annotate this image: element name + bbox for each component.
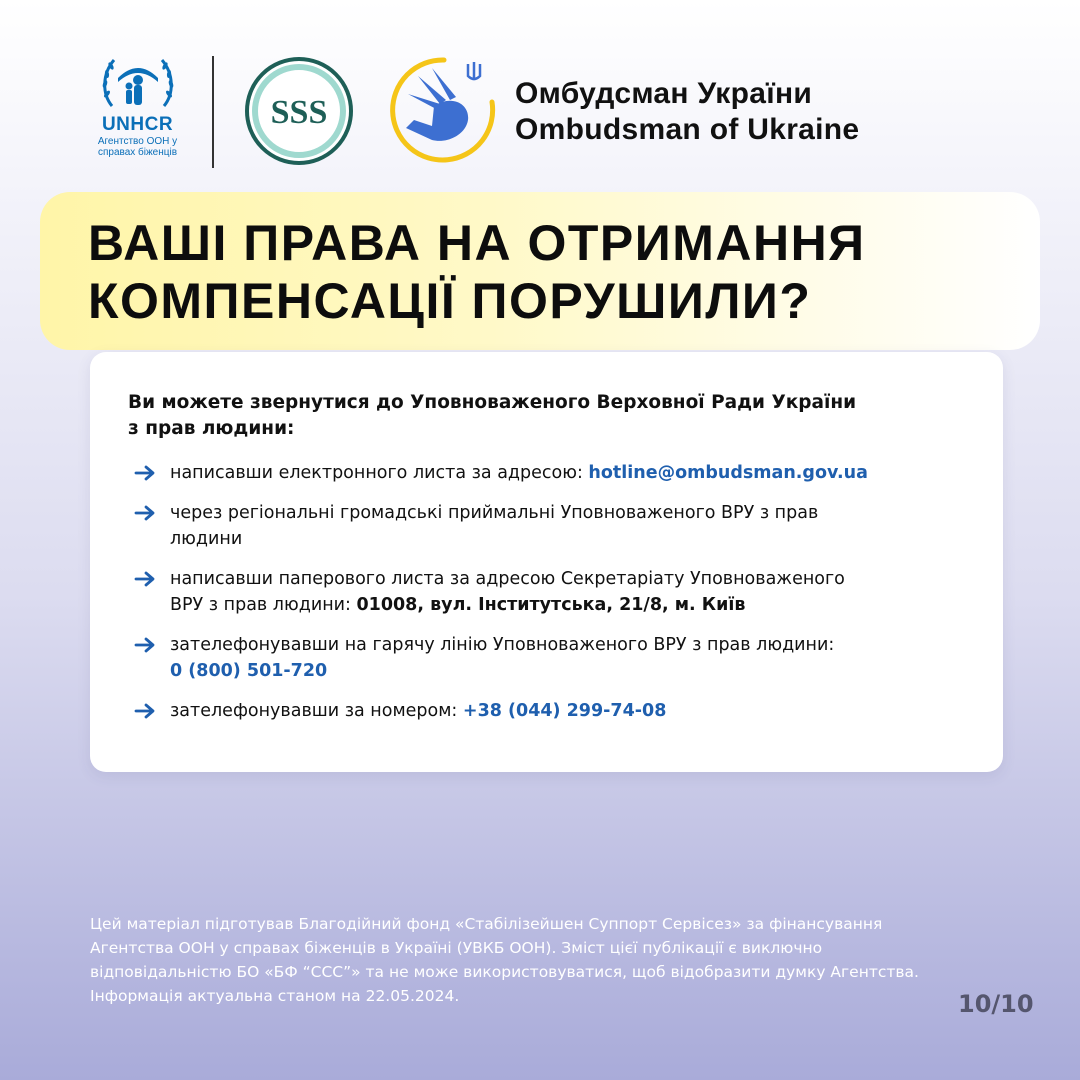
card-intro-line2: з прав людини:	[128, 418, 295, 439]
phone-link[interactable]: +38 (044) 299-74-08	[462, 701, 667, 721]
item-text: написавши електронного листа за адресою:	[170, 463, 589, 483]
info-card	[90, 352, 1003, 772]
item-text-line1: написавши паперового листа за адресою Секретаріату Уповноваженого	[170, 569, 845, 589]
footer-line3: відповідальністю БО «БФ “ССС”» та не може використовуватися, щоб відобразити думку Агентства.	[90, 963, 919, 981]
footer-line2: Агентства ООН у справах біженців в Україні (УВКБ ООН). Зміст цієї публікації є виключно	[90, 939, 823, 957]
ombudsman-title-ua: Омбудсман України	[515, 77, 813, 110]
header	[90, 50, 990, 170]
list-item	[134, 632, 974, 684]
sss-logo-icon	[244, 56, 354, 166]
sss-logo-text: SSS	[270, 94, 328, 131]
unhcr-name: UNHCR	[101, 114, 174, 135]
arrow-right-icon	[134, 505, 156, 521]
email-link[interactable]: hotline@ombudsman.gov.ua	[588, 463, 868, 483]
arrow-right-icon	[134, 465, 156, 481]
unhcr-laurel-icon	[98, 54, 178, 112]
unhcr-subtitle-line2: справах біженців	[97, 147, 178, 158]
page-number: 10/10	[958, 990, 1034, 1018]
footer-line4: Інформація актуальна станом на 22.05.2024.	[90, 987, 460, 1005]
ombudsman-title-en: Ombudsman of Ukraine	[515, 113, 860, 146]
list-item	[134, 698, 974, 724]
contact-methods-list	[134, 460, 974, 724]
card-intro-line1: Ви можете звернутися до Уповноваженого Верховної Ради України	[128, 392, 857, 413]
item-text: зателефонувавши за номером:	[170, 701, 463, 721]
postal-address: 01008, вул. Інститутська, 21/8, м. Київ	[356, 595, 746, 615]
page-title-line1: ВАШІ ПРАВА НА ОТРИМАННЯ	[88, 215, 866, 271]
list-item	[134, 566, 974, 618]
arrow-right-icon	[134, 703, 156, 719]
item-text-line2: ВРУ з прав людини:	[170, 595, 357, 615]
footer-line1: Цей матеріал підготував Благодійний фонд «Стабілізейшен Суппорт Сервісез» за фінансування	[90, 915, 883, 933]
unhcr-logo	[90, 54, 185, 158]
footer-disclaimer	[90, 912, 1020, 1008]
logo-divider	[212, 56, 214, 168]
item-text-line1: зателефонувавши на гарячу лінію Уповноваженого ВРУ з прав людини:	[170, 635, 835, 655]
page-title-line2: КОМПЕНСАЦІЇ ПОРУШИЛИ?	[88, 273, 812, 329]
card-intro	[128, 390, 968, 442]
ombudsman-logo-icon	[388, 54, 500, 166]
list-item	[134, 500, 974, 552]
arrow-right-icon	[134, 571, 156, 587]
ombudsman-title	[515, 76, 859, 148]
hotline-phone-link[interactable]: 0 (800) 501-720	[170, 661, 328, 681]
list-item	[134, 460, 974, 486]
page-title	[88, 214, 1028, 330]
arrow-right-icon	[134, 637, 156, 653]
item-text-line2: людини	[170, 529, 243, 549]
unhcr-subtitle-line1: Агентство ООН у	[97, 136, 178, 147]
item-text-line1: через регіональні громадські приймальні Уповноваженого ВРУ з прав	[170, 503, 819, 523]
